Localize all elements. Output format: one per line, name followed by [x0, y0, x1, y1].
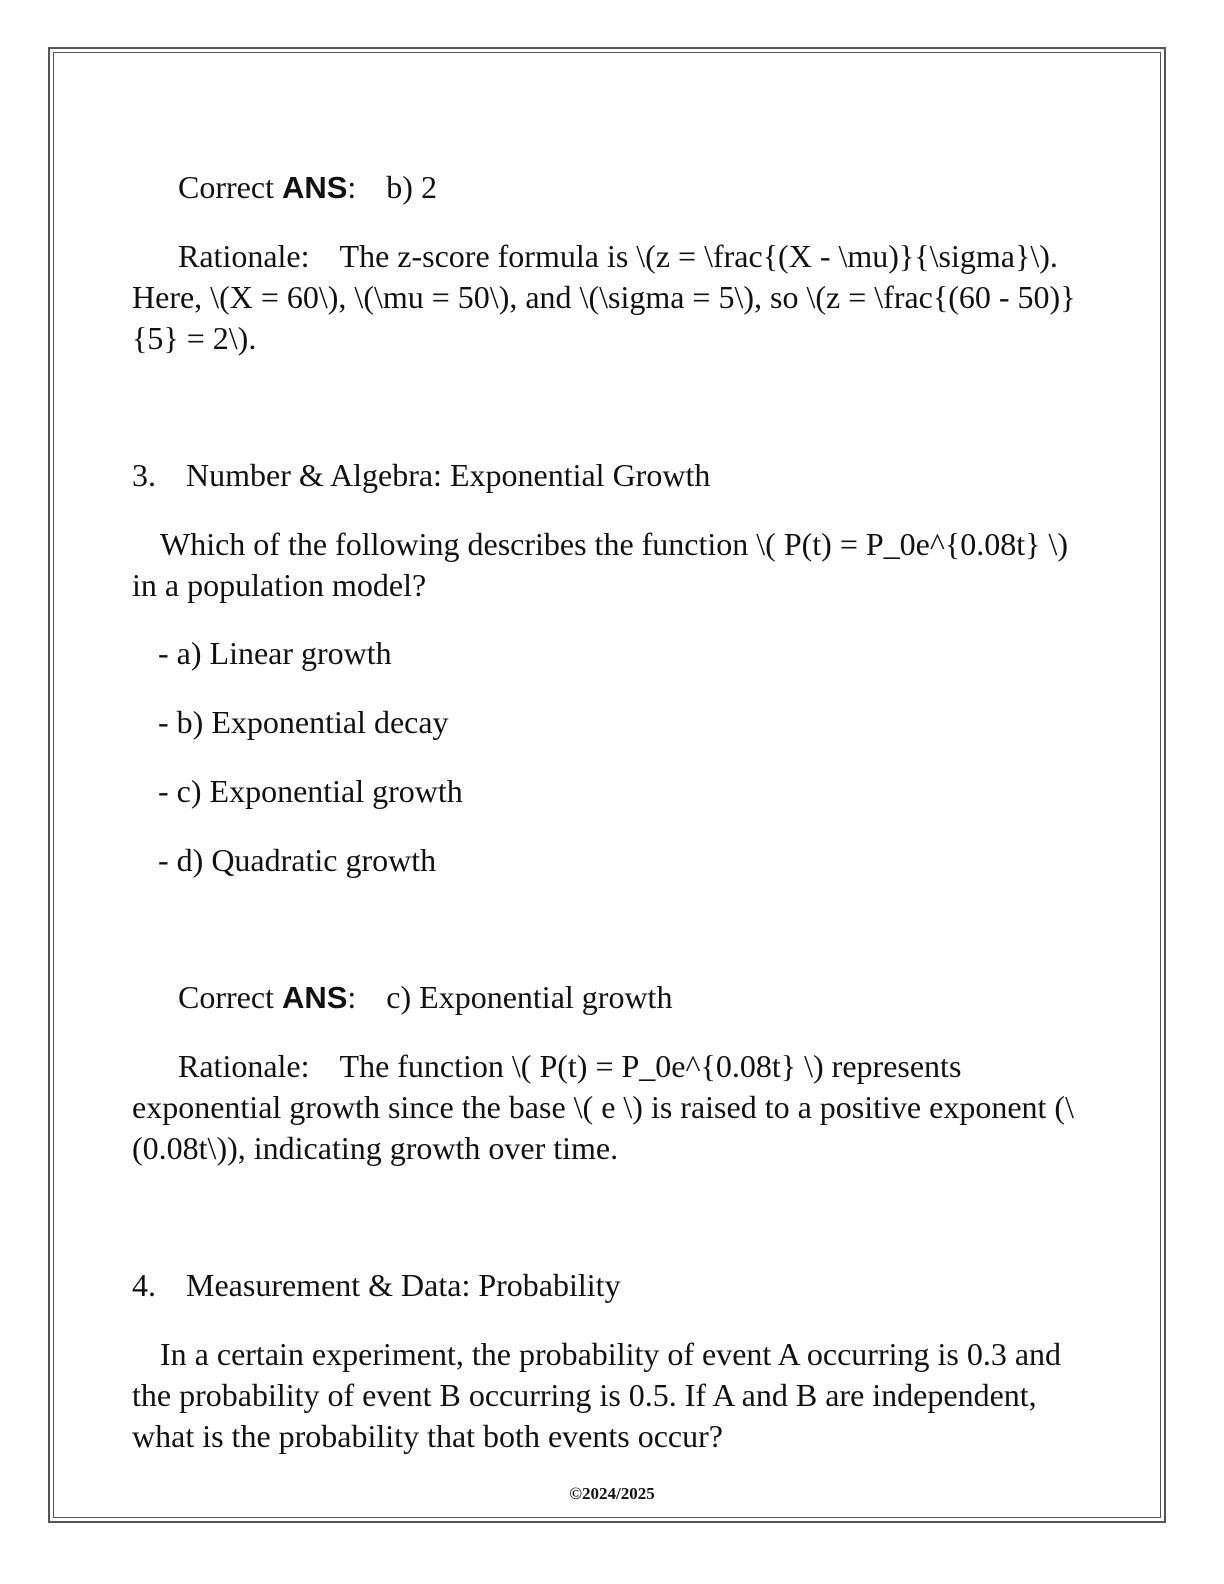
question-heading: Measurement & Data: Probability [186, 1267, 621, 1303]
rationale-text: The function \( P(t) = P_0e^{0.08t} \) represents exponential growth since the base \( e \) is raised to a positive exponent (\(0.08t\)), indicating growth over time. [132, 1048, 1074, 1166]
q2-correct-answer [178, 167, 437, 208]
rationale-text: The z-score formula is \(z = \frac{(X - \mu)}{\sigma}\). Here, \(X = 60\), \(\mu = 50\), and \(\sigma = 5\), so \(z = \frac{(60 - 50)}{5} = 2\). [132, 238, 1076, 356]
question-number: 3. [132, 457, 156, 493]
answer-prefix: Correct [178, 979, 274, 1015]
rationale-label: Rationale: [178, 1048, 310, 1084]
q3-option-c: - c) Exponential growth [158, 773, 463, 809]
q3-heading [132, 455, 710, 496]
answer-label: ANS [281, 980, 348, 1015]
q3-rationale [132, 1046, 1092, 1169]
q3-option-d: - d) Quadratic growth [158, 842, 437, 878]
answer-value: c) Exponential growth [386, 979, 673, 1015]
rationale-label: Rationale: [178, 238, 310, 274]
q4-question: In a certain experiment, the probability of event A occurring is 0.3 and the probability of event B occurring is 0.5. If A and B are independent, what is the probability that both events occur? [132, 1336, 1062, 1454]
q3-option-a: - a) Linear growth [158, 635, 392, 671]
answer-value: b) 2 [386, 169, 437, 205]
answer-colon: : [347, 979, 357, 1015]
q4-heading [132, 1265, 621, 1306]
q2-rationale [132, 236, 1092, 359]
q3-option-b: - b) Exponential decay [158, 704, 449, 740]
q3-question: Which of the following describes the function \( P(t) = P_0e^{0.08t} \) in a population model? [132, 526, 1069, 603]
question-number: 4. [132, 1267, 156, 1303]
copyright-footer: ©2024/2025 [569, 1484, 655, 1503]
question-heading: Number & Algebra: Exponential Growth [186, 457, 711, 493]
q3-correct-answer [178, 977, 672, 1018]
answer-colon: : [347, 169, 357, 205]
answer-label: ANS [281, 170, 348, 205]
answer-prefix: Correct [178, 169, 274, 205]
